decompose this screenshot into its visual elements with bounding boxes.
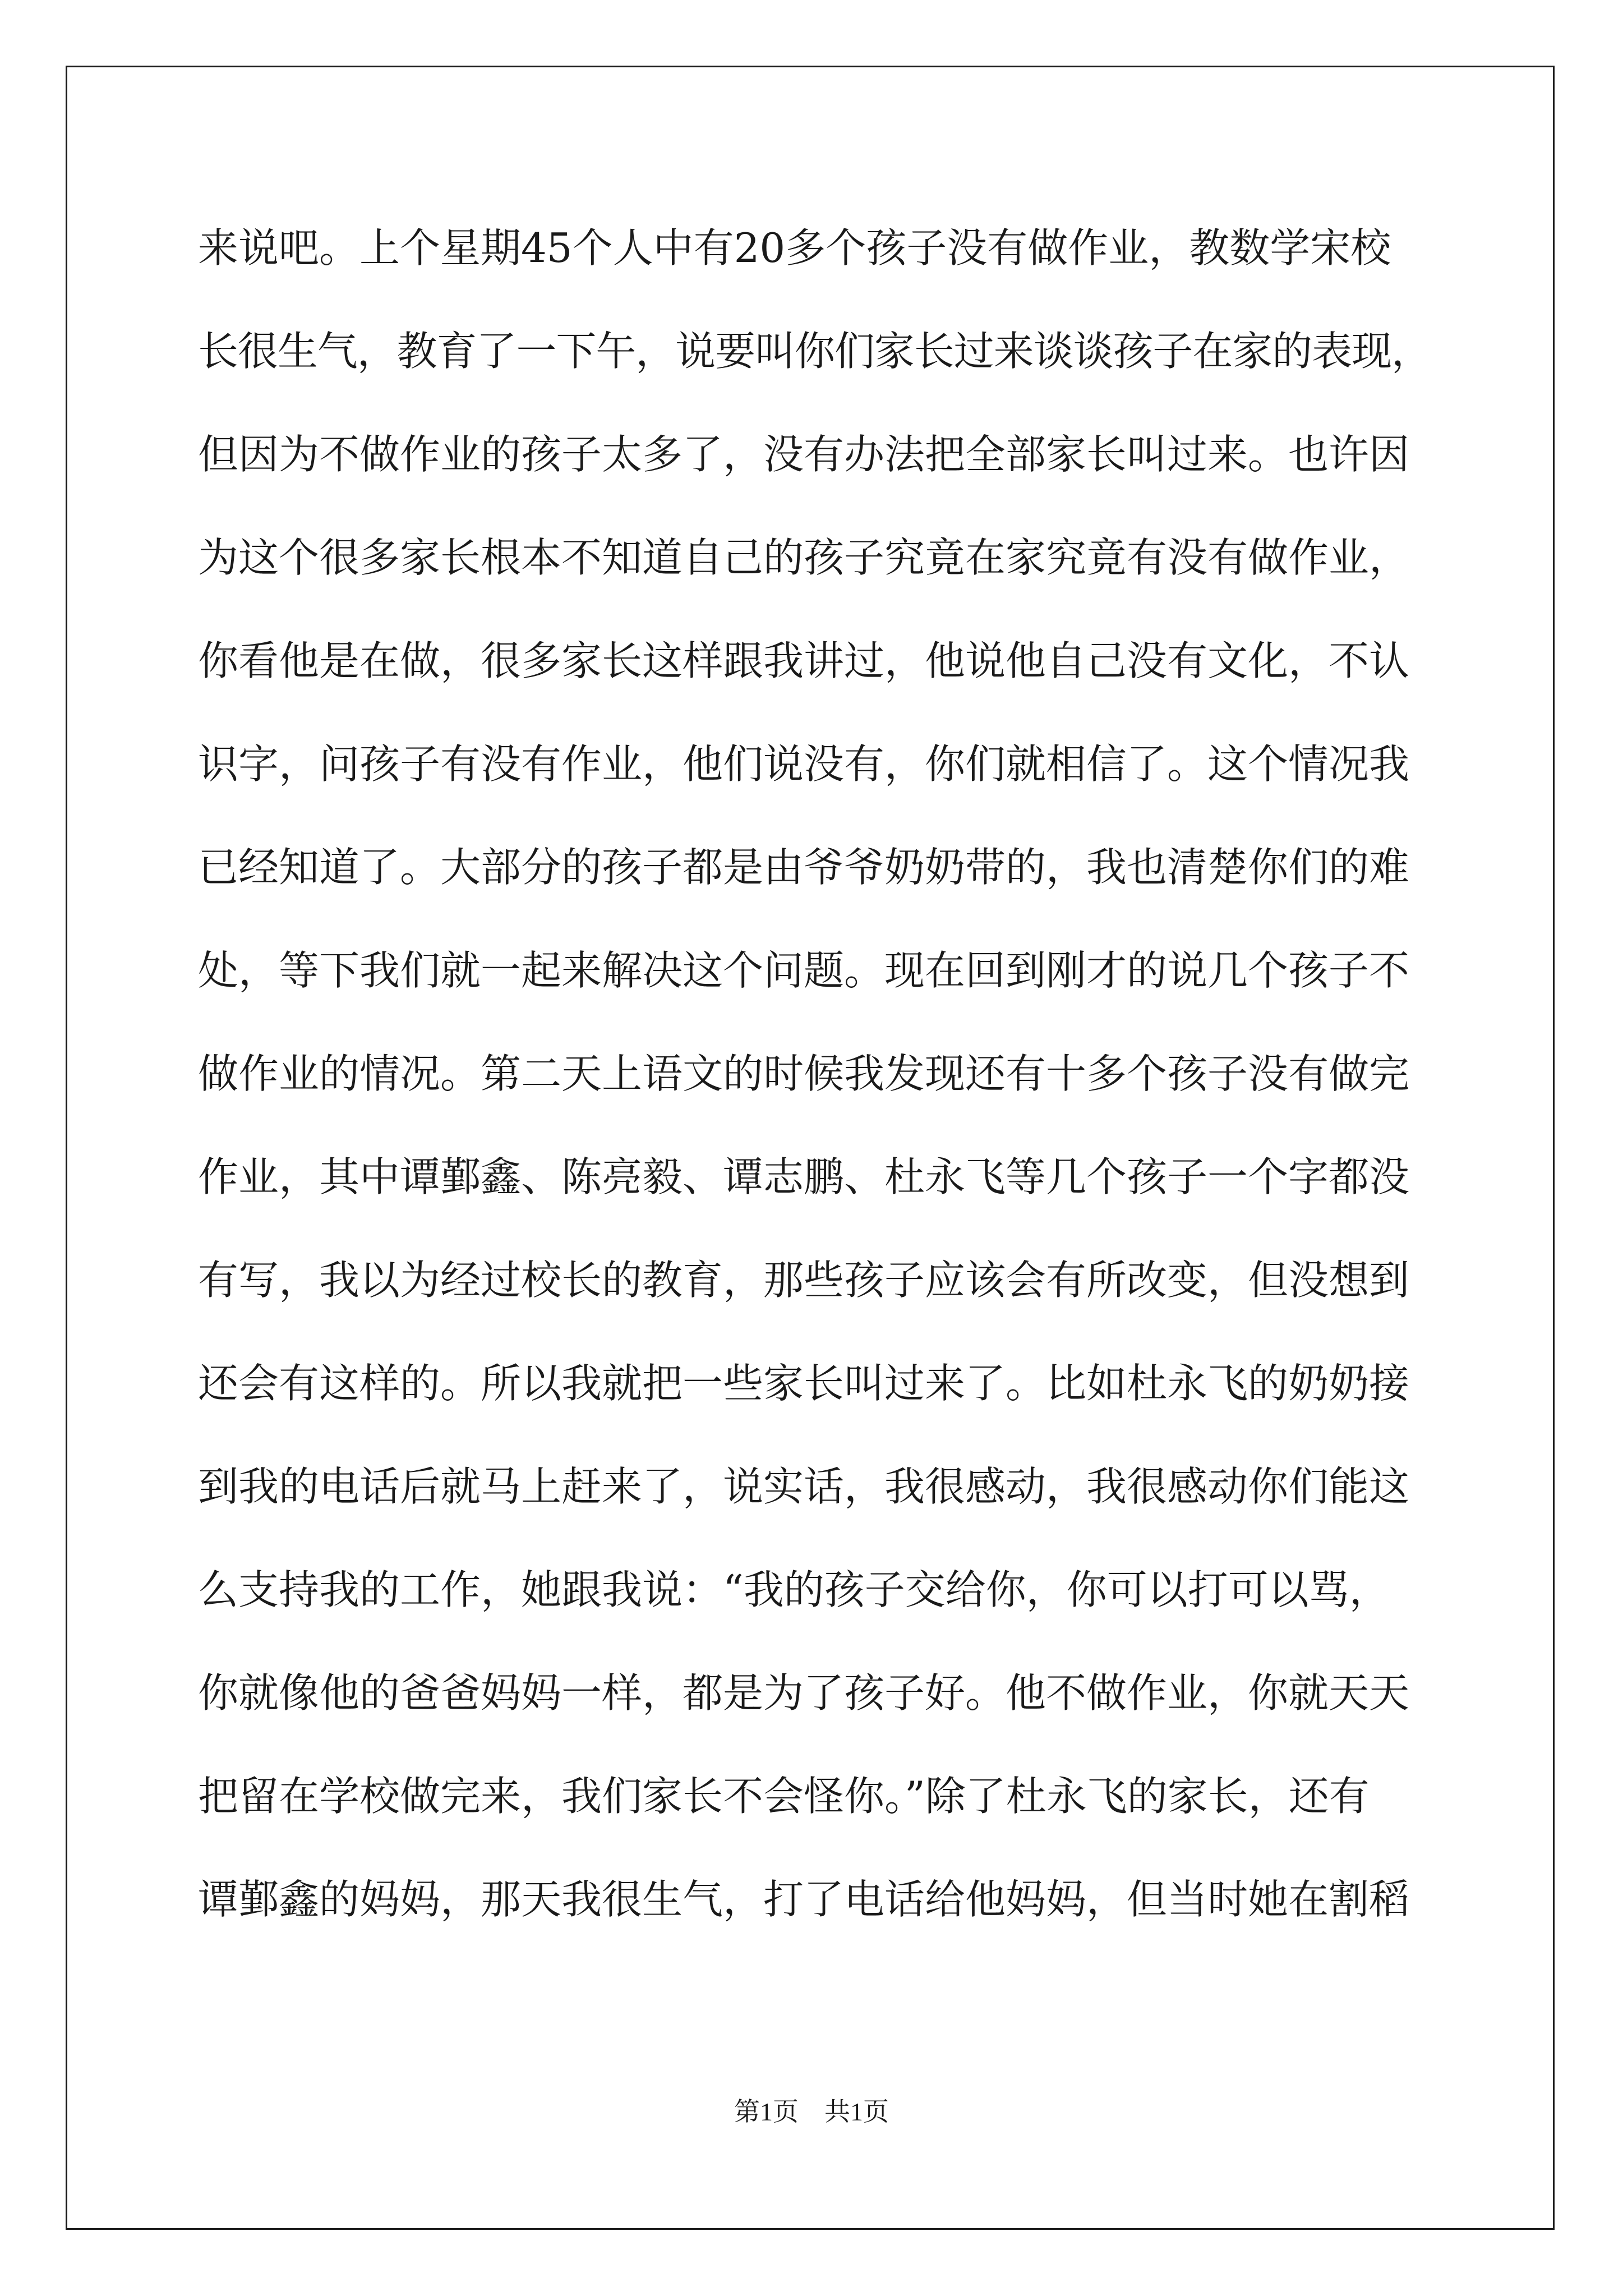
text-line: 但因为不做作业的孩子太多了，没有办法把全部家长叫过来。也许因 — [198, 431, 1410, 478]
document-body — [198, 214, 1432, 1969]
text-line: 你看他是在做，很多家长这样跟我讲过，他说他自己没有文化，不认 — [198, 637, 1410, 684]
text-line: 做作业的情况。第二天上语文的时候我发现还有十多个孩子没有做完 — [198, 1050, 1410, 1097]
text-line: 到我的电话后就马上赶来了，说实话，我很感动，我很感动你们能这 — [198, 1463, 1410, 1510]
text-line: 长很生气，教育了一下午，说要叫你们家长过来谈谈孩子在家的表现， — [198, 328, 1431, 375]
page-footer: 第1页 共1页 — [734, 2097, 889, 2126]
text-line: 识字，问孩子有没有作业，他们说没有，你们就相信了。这个情况我 — [198, 740, 1410, 788]
text-line: 已经知道了。大部分的孩子都是由爷爷奶奶带的，我也清楚你们的难 — [198, 844, 1410, 891]
text-line: 谭鄞鑫的妈妈，那天我很生气，打了电话给他妈妈，但当时她在割稻 — [198, 1876, 1410, 1923]
text-line: 把留在学校做完来，我们家长不会怪你。”除了杜永飞的家长，还有 — [198, 1773, 1370, 1820]
text-line: 有写，我以为经过校长的教育，那些孩子应该会有所改变，但没想到 — [198, 1257, 1410, 1304]
text-line: 为这个很多家长根本不知道自己的孩子究竟在家究竟有没有做作业， — [198, 534, 1410, 581]
text-line: 来说吧。上个星期45个人中有20多个孩子没有做作业，教数学宋校 — [198, 224, 1391, 272]
text-line: 还会有这样的。所以我就把一些家长叫过来了。比如杜永飞的奶奶接 — [198, 1360, 1410, 1407]
text-line: 作业，其中谭鄞鑫、陈亮毅、谭志鹏、杜永飞等几个孩子一个字都没 — [198, 1153, 1410, 1200]
text-line: 你就像他的爸爸妈妈一样，都是为了孩子好。他不做作业，你就天天 — [198, 1669, 1410, 1717]
text-line: 处，等下我们就一起来解决这个问题。现在回到刚才的说几个孩子不 — [198, 947, 1410, 994]
text-line: 么支持我的工作，她跟我说：“我的孩子交给你，你可以打可以骂， — [198, 1566, 1390, 1613]
